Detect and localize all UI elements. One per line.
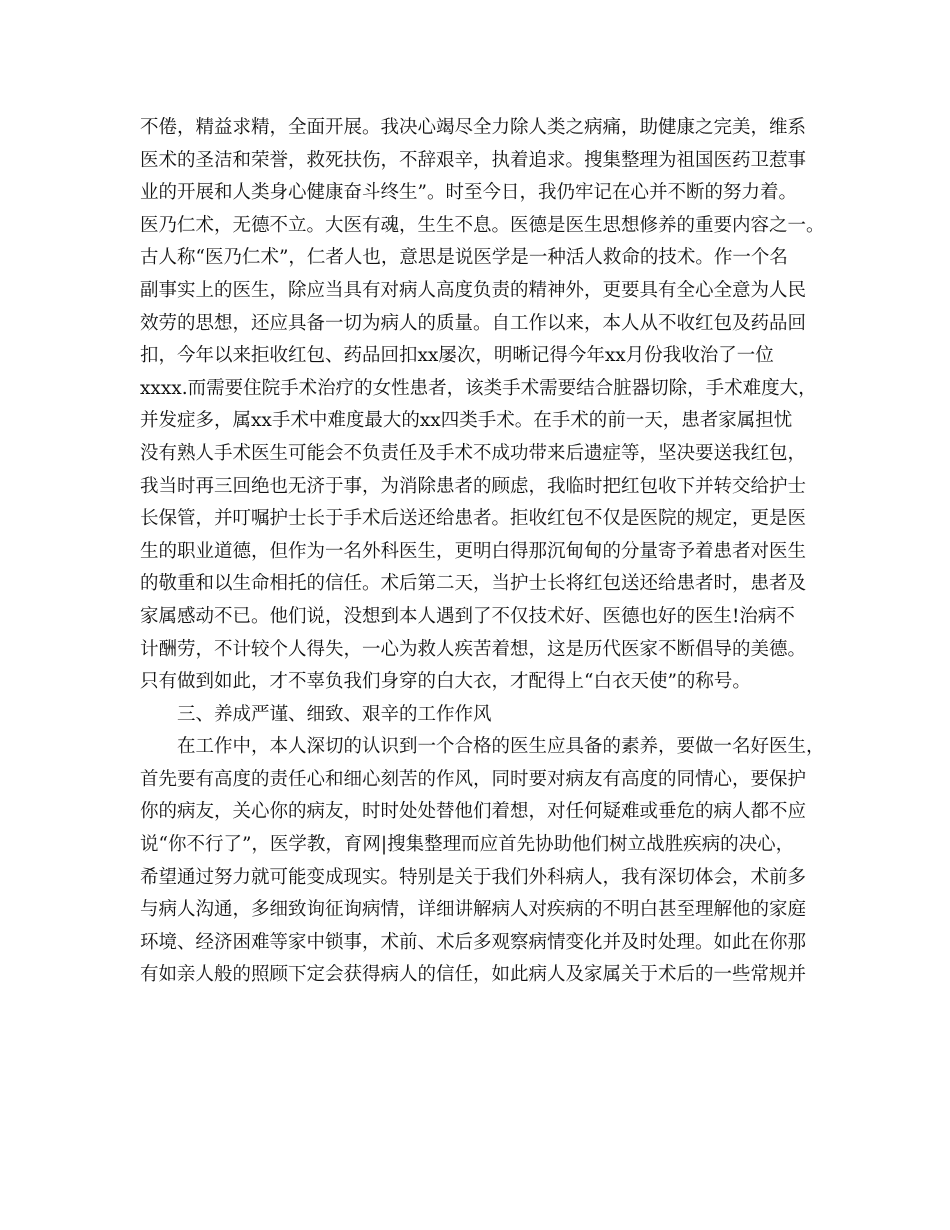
text-line: 古人称“医乃仁术”，仁者人也，意思是说医学是一种活人救命的技术。作一个名: [140, 247, 788, 269]
text-line: 家属感动不已。他们说，没想到本人遇到了不仅技术好、医德也好的医生!治病不: [140, 605, 795, 627]
text-line: 的敬重和以生命相托的信任。术后第二天，当护士长将红包送还给患者时，患者及: [140, 573, 807, 595]
text-line: 只有做到如此，才不辜负我们身穿的白大衣，才配得上“白衣天使”的称号。: [140, 671, 751, 693]
text-line: 副事实上的医生，除应当具有对病人高度负责的精神外，更要具有全心全意为人民: [140, 279, 807, 301]
text-line: 希望通过努力就可能变成现实。特别是关于我们外科病人，我有深切体会，术前多: [140, 866, 807, 888]
section-heading: 三、养成严谨、细致、艰辛的工作作风: [177, 703, 492, 725]
text-line: 首先要有高度的责任心和细心刻苦的作风，同时要对病友有高度的同情心，要保护: [140, 768, 807, 790]
text-line: 医乃仁术，无德不立。大医有魂，生生不息。医德是医生思想修养的重要内容之一。: [140, 214, 825, 236]
paragraph-start-line: 在工作中，本人深切的认识到一个合格的医生应具备的素养，要做一名好医生，: [177, 736, 825, 758]
text-line: 与病人沟通，多细致询征询病情，详细讲解病人对疾病的不明白甚至理解他的家庭: [140, 899, 807, 921]
text-line: 长保管，并叮嘱护士长于手术后送还给患者。拒收红包不仅是医院的规定，更是医: [140, 508, 807, 530]
text-line: 说“你不行了”，医学教，育网|搜集整理而应首先协助他们树立战胜疾病的决心，: [140, 834, 795, 856]
text-line: 并发症多，属xx手术中难度最大的xx四类手术。在手术的前一天，患者家属担忧: [140, 410, 793, 432]
text-line: 环境、经济困难等家中锁事，术前、术后多观察病情变化并及时处理。如此在你那: [140, 931, 807, 953]
text-line: 没有熟人手术医生可能会不负责任及手术不成功带来后遗症等，坚决要送我红包，: [140, 442, 807, 464]
text-line: 医术的圣洁和荣誉，救死扶伤，不辞艰辛，执着追求。搜集整理为祖国医药卫惹事: [140, 149, 807, 171]
text-line: 扣，今年以来拒收红包、药品回扣xx屡次，明晰记得今年xx月份我收治了一位: [140, 345, 774, 367]
text-line: 我当时再三回绝也无济于事，为消除患者的顾虑，我临时把红包收下并转交给护士: [140, 475, 807, 497]
text-line: 业的开展和人类身心健康奋斗终生”。时至今日，我仍牢记在心并不断的努力着。: [140, 182, 797, 204]
text-line: 计酬劳，不计较个人得失，一心为救人疾苦着想，这是历代医家不断倡导的美德。: [140, 638, 807, 660]
text-line: 有如亲人般的照顾下定会获得病人的信任，如此病人及家属关于术后的一些常规并: [140, 964, 807, 986]
text-line: xxxx.而需要住院手术治疗的女性患者，该类手术需要结合脏器切除，手术难度大，: [140, 377, 817, 399]
text-line: 生的职业道德，但作为一名外科医生，更明白得那沉甸甸的分量寄予着患者对医生: [140, 540, 807, 562]
text-line: 你的病友，关心你的病友，时时处处替他们着想，对任何疑难或垂危的病人都不应: [140, 801, 807, 823]
text-line: 效劳的思想，还应具备一切为病人的质量。自工作以来，本人从不收红包及药品回: [140, 312, 807, 334]
text-line: 不倦，精益求精，全面开展。我决心竭尽全力除人类之病痛，助健康之完美，维系: [140, 117, 807, 138]
document-body: [140, 112, 830, 992]
